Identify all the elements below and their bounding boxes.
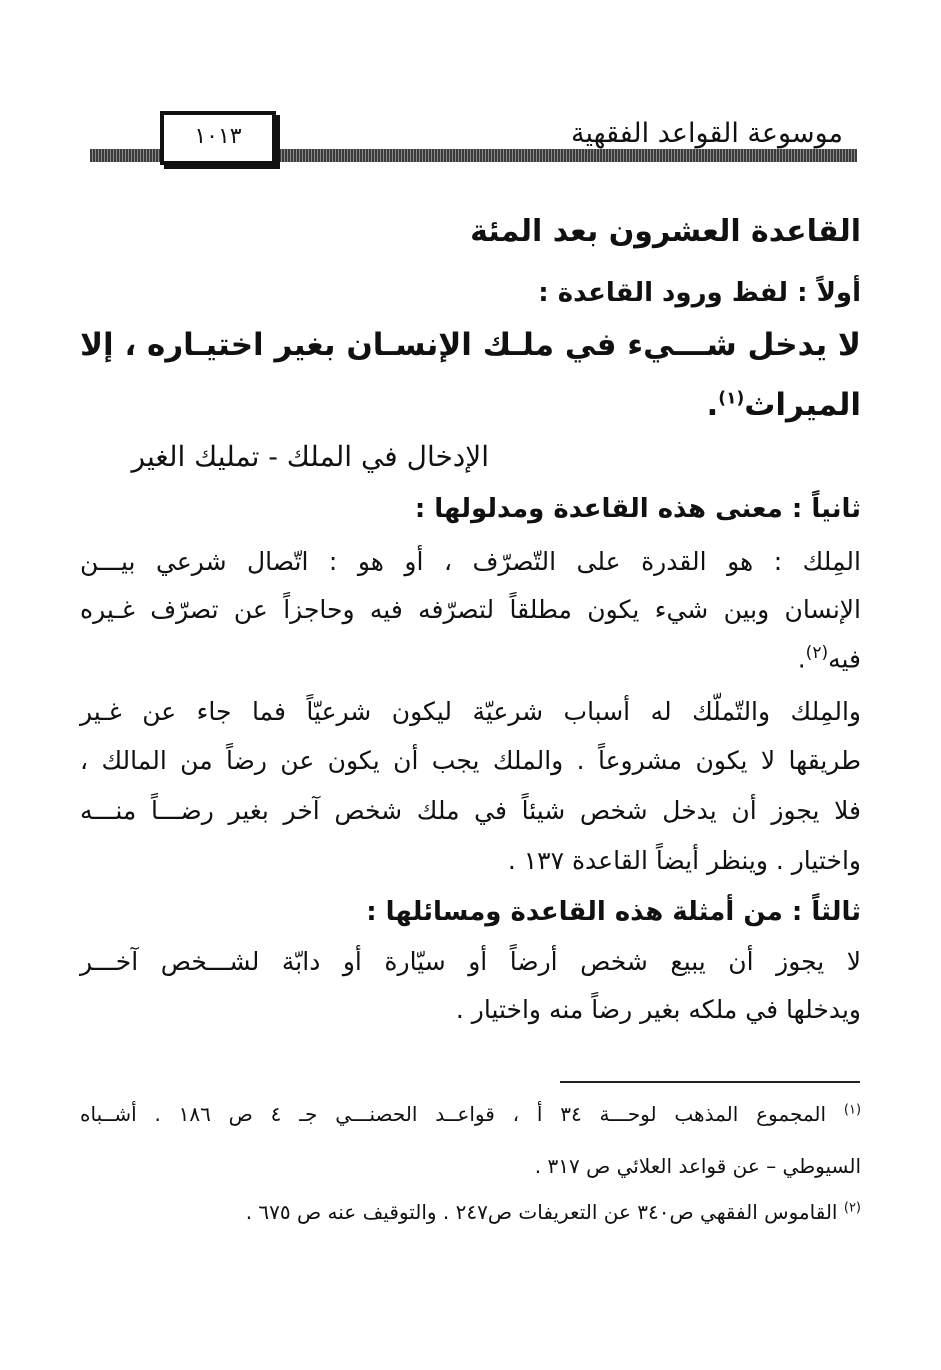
footnote-1-continued: السيوطي – عن قواعد العلائي ص ٣١٧ . (534, 1154, 861, 1178)
paragraph-line: ويدخلها في ملكه بغير رضاً منه واختيار . (455, 995, 861, 1024)
paragraph-word: فيه (828, 644, 861, 674)
section-3-title: ثالثاً : من أمثلة هذه القاعدة ومسائلها : (366, 897, 861, 927)
footnote-number: (١) (843, 1102, 862, 1118)
rule-text-line-1: لا يدخل شـــيء في ملـك الإنسـان بغير اختيـاره ، إلا (79, 327, 861, 363)
footnote-ref-1: (١) (718, 388, 745, 409)
paragraph-line: واختيار . وينظر أيضاً القاعدة ١٣٧ . (507, 846, 861, 875)
paragraph-line: لا يجوز أن يبيع شخص أرضاً أو سيّارة أو دابّة لشـــخص آخـــر (80, 947, 861, 976)
rule-heading: القاعدة العشرون بعد المئة (470, 214, 861, 249)
footnote-1 (80, 1102, 861, 1126)
page-number: ١٠١٣ (160, 111, 276, 165)
footnote-number: (٢) (843, 1200, 861, 1216)
rule-text-line-2 (707, 387, 862, 423)
rule-text-end: . (706, 387, 719, 423)
paragraph-line: فلا يجوز أن يدخل شخص شيئاً في ملك شخص آخر بغير رضـــاً منـــه (80, 796, 861, 825)
footnote-2 (246, 1200, 861, 1224)
paragraph-line: طريقها لا يكون مشروعاً . والملك يجب أن يكون عن رضاً من المالك ، (80, 746, 861, 775)
paragraph-line (798, 643, 861, 673)
footnote-ref-2: (٢) (805, 643, 829, 663)
footnote-separator (560, 1081, 860, 1083)
paragraph-line: والمِلك والتّملّك له أسباب شرعيّة ليكون شرعيّاً فما جاء عن غـير (80, 697, 861, 726)
section-2-title: ثانياً : معنى هذه القاعدة ومدلولها : (414, 494, 861, 524)
footnote-text: القاموس الفقهي ص٣٤٠ عن التعريفات ص٢٤٧ . والتوقيف عنه ص ٦٧٥ . (245, 1200, 838, 1224)
keywords: الإدخال في الملك - تمليك الغير (131, 440, 489, 473)
running-header-title: موسوعة القواعد الفقهية (571, 118, 843, 149)
paragraph-line: الإنسان وبين شيء يكون مطلقاً لتصرّفه فيه وحاجزاً عن تصرّف غـيره (80, 595, 861, 624)
paragraph-end: . (797, 644, 806, 674)
paragraph-line: المِلك : هو القدرة على التّصرّف ، أو هو : اتّصال شرعي بيـــن (80, 547, 861, 576)
rule-text-word: الميراث (744, 387, 861, 423)
footnote-text: المجموع المذهب لوحـــة ٣٤ أ ، قواعــد الحصنـــي جـ ٤ ص ١٨٦ . أشــباه (80, 1102, 827, 1126)
section-1-title: أولاً : لفظ ورود القاعدة : (538, 278, 861, 308)
